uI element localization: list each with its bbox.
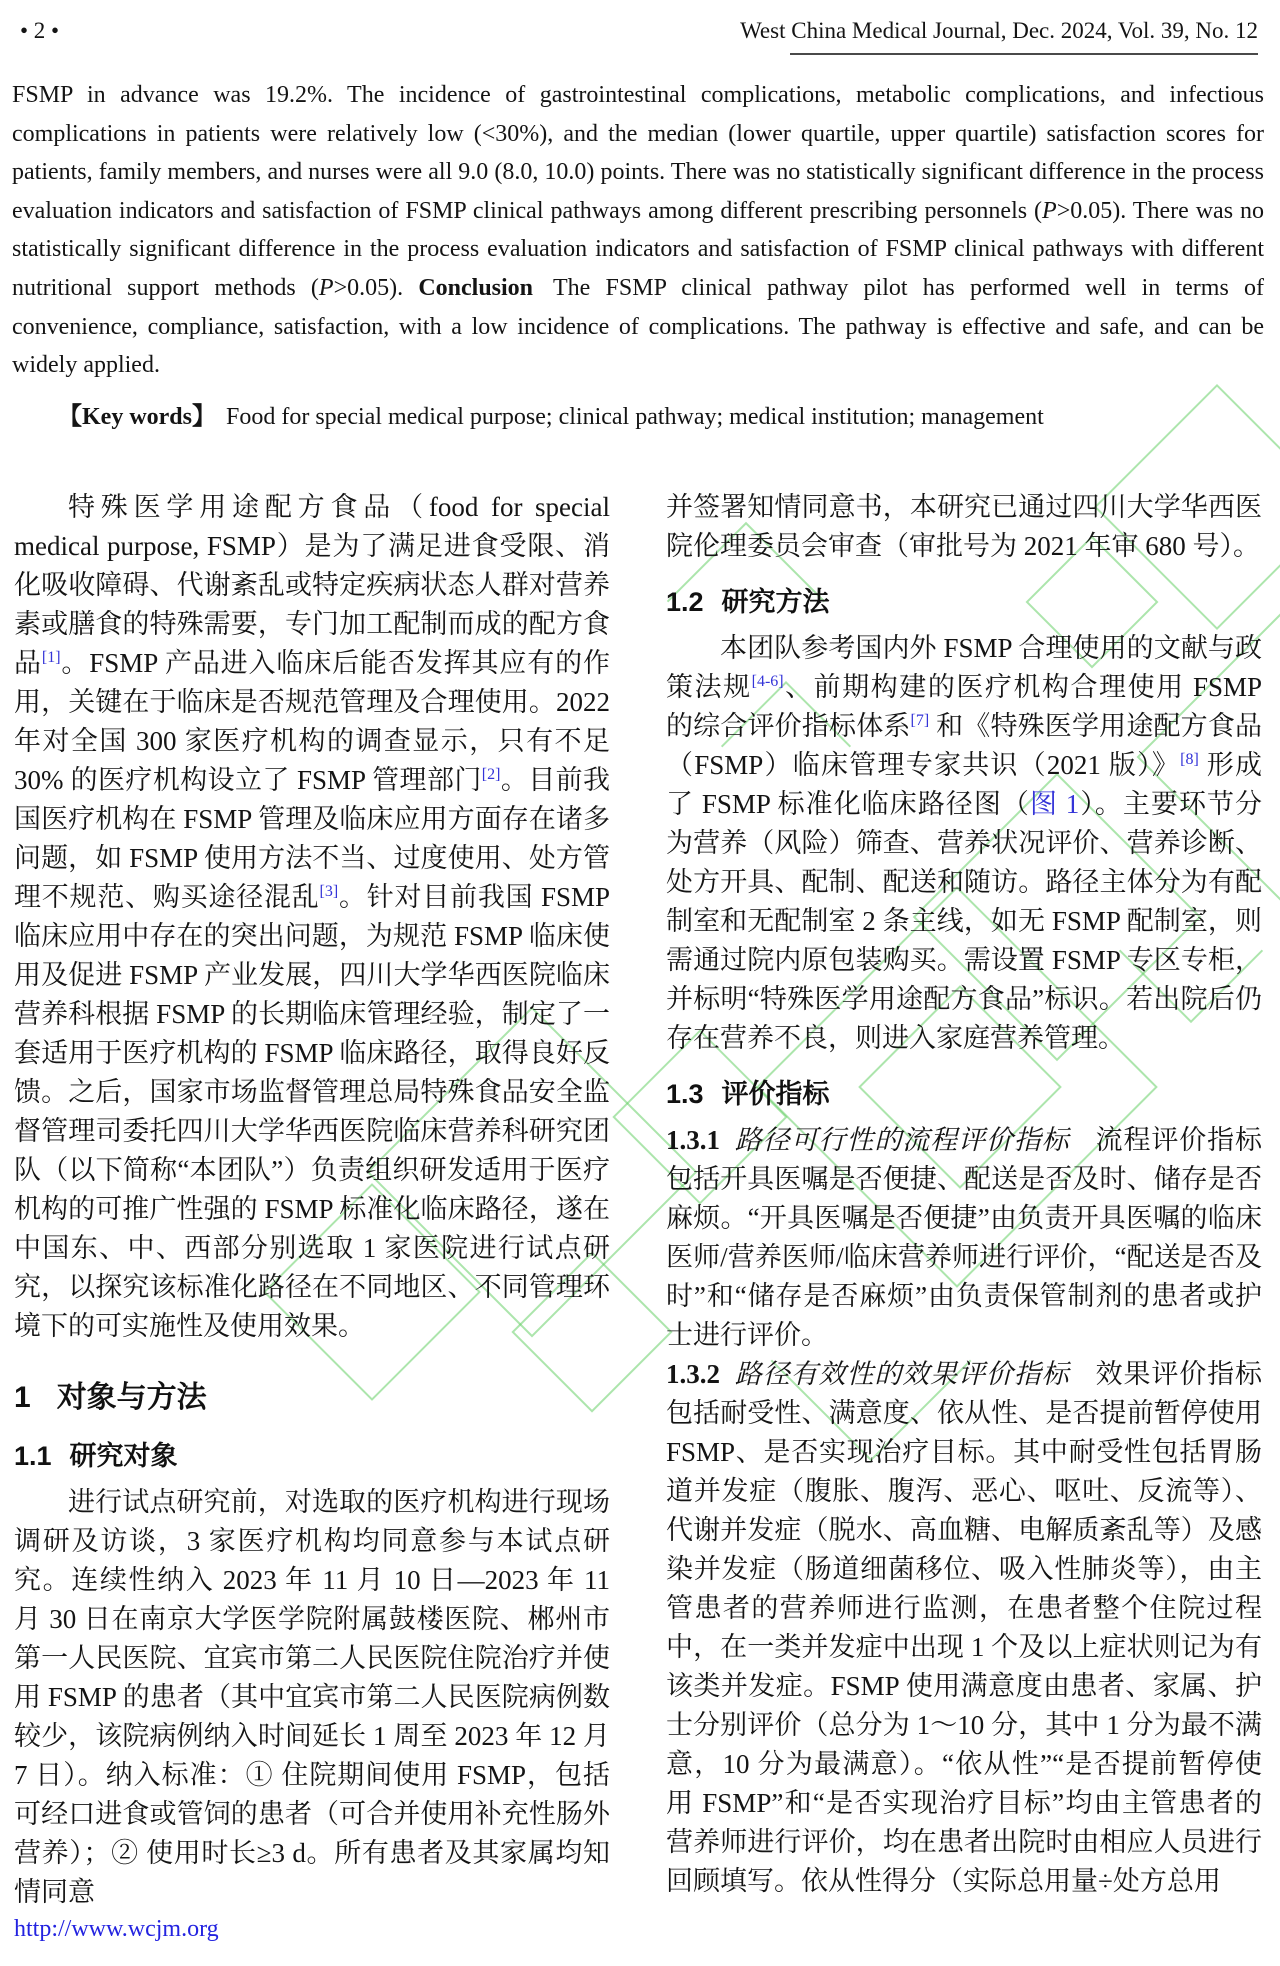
abstract-text [12,76,1264,385]
left-column [14,488,610,1912]
citation-ref-8[interactable]: [8] [1180,750,1199,768]
continuation-paragraph: 并签署知情同意书，本研究已通过四川大学华西医院伦理委员会审查（审批号为 2021 年审 680 号）。 [666,491,1262,561]
keywords-line [12,400,1264,434]
intro-text: 特殊医学用途配方食品（food for special medical purpose, FSMP）是为了满足进食受限、消化吸收障碍、代谢紊乱或特定疾病状态人群对营养素或膳食的特殊需要，专门加工配制而成的配方食品 [14,491,610,678]
citation-ref-3[interactable]: [3] [319,882,339,900]
subsection-number: 1.3.1 [666,1124,720,1155]
right-column [666,488,1262,1912]
section-heading-1-2 [666,580,1262,619]
methods-text: 和《特殊医学用途配方食品（FSMP）临床管理专家共识（2021 版）》 [666,710,1263,780]
citation-ref-1[interactable]: [1] [41,648,61,666]
intro-text: 。针对目前我国 FSMP 临床应用中存在的突出问题，为规范 FSMP 临床使用及促进 FSMP 产业发展，四川大学华西医院临床营养科根据 FSMP 的长期临床管理经验，制定了一套适用于医疗机构的 FSMP 临床路径，取得良好反馈。之后，国家市场监督管理总局特殊食品安全监督管理司委托四川大学华西医院临床营养科研究团队（以下简称“本团队”）负责组织研发适用于医疗机构的可推广性强的 FSMP 标准化临床路径，遂在中国东、中、西部分别选取 1 家医院进行试点研究，以探究该标准化路径在不同地区、不同管理环境下的可实施性及使用效果。 [14,881,610,1341]
methods-text: ）。主要环节分为营养（风险）筛查、营养状况评价、营养诊断、处方开具、配制、配送和随访。路径主体分为有配制室和无配制室 2 条主线，如无 FSMP 配制室，则需通过院内原包装购买。需设置 FSMP 专区专柜，并标明“特殊医学用途配方食品”标识。若出院后仍存在营养不良，则进入家庭营养管理。 [666,788,1263,1053]
section-heading-1-1 [14,1434,610,1473]
effect-indicator-paragraph [666,1355,1262,1901]
section-title: 研究对象 [69,1440,178,1471]
abstract-segment: FSMP in advance was 19.2%. The incidence of gastrointestinal complications, metabolic complications, and infectious complications in patients were relatively low (<30%), and the median (lower quartile, upper quartile) satisfaction scores for patients, family members, and nurses were all 9.0 (8.0, 10.0) points. There was no statistically significant difference in the process evaluation indicators and satisfaction of FSMP clinical pathways among different prescribing personnels ( [12,82,1264,224]
body-columns [14,488,1266,1912]
methods-text: 形成了 FSMP 标准化临床路径图（ [666,749,1263,819]
process-indicator-paragraph [666,1121,1262,1355]
section-title: 评价指标 [721,1078,830,1109]
page-header [0,0,1280,44]
keywords-label: 【Key words】 [58,403,216,430]
header-rule [790,53,1258,55]
section-number: 1.1 [14,1440,52,1471]
subsection-title: 路径有效性的效果评价指标 [734,1358,1070,1389]
p-value-symbol: P [1042,197,1057,224]
journal-title: West China Medical Journal, Dec. 2024, Vol. 39, No. 12 [740,18,1258,43]
methods-text: 本团队参考国内外 FSMP 合理使用的文献与政策法规 [666,632,1262,702]
abstract-segment: >0.05). [333,274,419,301]
intro-paragraph [14,488,610,1346]
methods-text: 、前期构建的医疗机构合理使用 FSMP 的综合评价指标体系 [666,671,1263,741]
citation-ref-2[interactable]: [2] [481,765,501,783]
citation-ref-7[interactable]: [7] [910,711,930,729]
section-heading-1-3 [666,1072,1262,1111]
conclusion-label: Conclusion [418,274,534,301]
section-number: 1 [14,1380,31,1414]
subsection-title: 路径可行性的流程评价指标 [734,1124,1070,1155]
subsection-number: 1.3.2 [666,1358,720,1389]
figure-1-link[interactable]: 图 1 [1029,788,1080,819]
section-title: 对象与方法 [56,1380,207,1414]
p-value-symbol: P [318,274,334,301]
keywords-text: Food for special medical purpose; clinical pathway; medical institution; management [226,403,1044,430]
intro-text: 。FSMP 产品进入临床后能否发挥其应有的作用，关键在于临床是否规范管理及合理使用。2022 年对全国 300 家医疗机构的调查显示，只有不足 30% 的医疗机构设立了 FSMP 管理部门 [14,647,610,795]
footer-url[interactable]: http://www.wcjm.org [14,1916,219,1942]
process-indicator-text: 流程评价指标包括开具医嘱是否便捷、配送是否及时、储存是否麻烦。“开具医嘱是否便捷”由负责开具医嘱的临床医师/营养医师/临床营养师进行评价，“配送是否及时”和“储存是否麻烦”由负责保管制剂的患者或护士进行评价。 [666,1124,1263,1350]
study-subjects-paragraph: 进行试点研究前，对选取的医疗机构进行现场调研及访谈，3 家医疗机构均同意参与本试点研究。连续性纳入 2023 年 11 月 10 日—2023 年 11 月 30 日在南京大学医学院附属鼓楼医院、郴州市第一人民医院、宜宾市第二人民医院住院治疗并使用 FSMP 的患者（其中宜宾市第二人民医院病例数较少，该院病例纳入时间延长 1 周至 2023 年 12 月 7 日）。纳入标准：① 住院期间使用 FSMP，包括可经口进食或管饲的患者（可合并使用补充性肠外营养）；② 使用时长≥3 d。所有患者及其家属均知情同意 [14,1486,610,1907]
section-heading-1 [14,1372,610,1416]
section-number: 1.2 [666,586,704,617]
methods-paragraph [666,629,1262,1058]
intro-text: 。目前我国医疗机构在 FSMP 管理及临床应用方面存在诸多问题，如 FSMP 使用方法不当、过度使用、处方管理不规范、购买途径混乱 [14,764,611,912]
abstract-segment: The FSMP clinical pathway pilot has performed well in terms of convenience, compliance, satisfaction, with a low incidence of complications. The pathway is effective and safe, and can be widely applied. [12,274,1264,379]
citation-ref-4-6[interactable]: [4-6] [751,672,784,690]
abstract-segment: >0.05). There was no statistically significant difference in the process evaluation indicators and satisfaction of FSMP clinical pathways with different nutritional support methods ( [12,197,1264,301]
section-title: 研究方法 [721,586,830,617]
page-number: • 2 • [20,18,60,43]
effect-indicator-text: 效果评价指标包括耐受性、满意度、依从性、是否提前暂停使用 FSMP、是否实现治疗目标。其中耐受性包括胃肠道并发症（腹胀、腹泻、恶心、呕吐、反流等）、代谢并发症（脱水、高血糖、电解质紊乱等）及感染并发症（肠道细菌移位、吸入性肺炎等），由主管患者的营养师进行监测，在患者整个住院过程中，在一类并发症中出现 1 个及以上症状则记为有该类并发症。FSMP 使用满意度由患者、家属、护士分别评价（总分为 1～10 分，其中 1 分为最不满意，10 分为最满意）。“依从性”“是否提前暂停使用 FSMP”和“是否实现治疗目标”均由主管患者的营养师进行评价，均在患者出院时由相应人员进行回顾填写。依从性得分（实际总用量÷处方总用 [666,1358,1263,1896]
section-number: 1.3 [666,1078,704,1109]
